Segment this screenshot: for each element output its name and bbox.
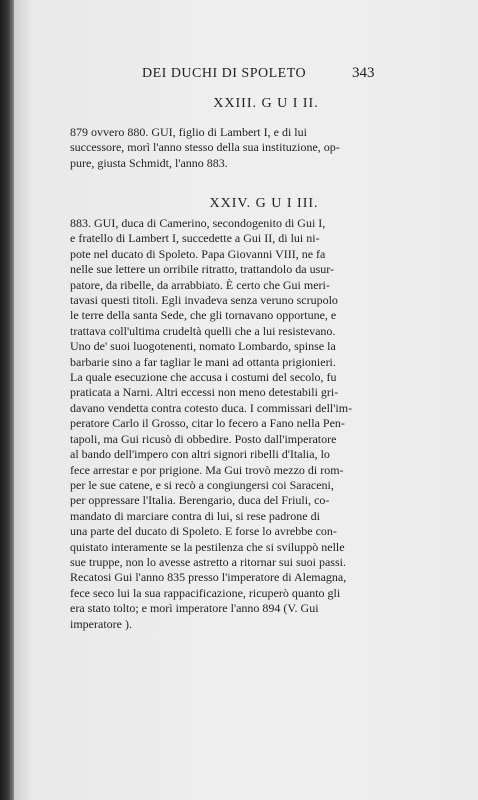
text-line: peratore Carlo il Grosso, citar lo fecero a Fano nella Pen-	[70, 416, 345, 431]
text-line: e fratello di Lambert I, succedette a Gui II, di lui ni-	[70, 231, 320, 246]
text-line: le terre della santa Sede, che gli tornavano opportune, e	[70, 308, 337, 323]
text-line: 879 ovvero 880. GUI, figlio di Lambert I, e di lui	[70, 125, 307, 139]
text-line: fece seco lui la sua rappacificazione, ricuperò quanto gli	[70, 585, 341, 600]
book-gutter-shadow	[0, 0, 14, 800]
text-line: era stato tolto; e morì imperatore l'anno 894 (V. Gui	[70, 601, 319, 616]
text-line: successore, morì l'anno stesso della sua instituzione, op-	[70, 140, 340, 155]
text-line: pure, giusta Schmidt, l'anno 883.	[70, 155, 228, 170]
text-line: per le sue catene, e si recò a congiungersi coi Saraceni,	[70, 477, 334, 492]
text-line: trattava coll'ultima crudeltà quelli che a lui resistevano.	[70, 323, 336, 338]
text-line: fece arrestar e por prigione. Ma Gui trovò mezzo di rom-	[70, 462, 344, 477]
text-line: davano vendetta contra cotesto duca. I commissari dell'im-	[70, 400, 353, 415]
section-heading-xxiv: XXIV. G U I III.	[209, 196, 319, 211]
text-line: mandato di marciare contra di lui, si rese padrone di	[70, 508, 320, 523]
text-line: una parte del ducato di Spoleto. E forse lo avrebbe con-	[70, 524, 337, 539]
text-line: nelle sue lettere un orribile ritratto, trattandolo da usur-	[70, 262, 334, 277]
text-line: patore, da ribelle, da arrabbiato. È certo che Gui meri-	[70, 277, 330, 292]
text-line: per oppressare l'Italia. Berengario, duca del Friuli, co-	[70, 493, 330, 508]
text-line: imperatore ).	[70, 616, 132, 631]
running-title: DEI DUCHI DI SPOLETO	[142, 66, 307, 81]
page-number: 343	[352, 65, 375, 81]
text-line: 883. GUI, duca di Camerino, secondogenito di Gui I,	[70, 216, 326, 230]
text-line: quistato interamente se la pestilenza che si sviluppò nelle	[70, 539, 345, 554]
paragraph-gui-iii	[70, 216, 410, 632]
text-line: pote nel ducato di Spoleto. Papa Giovanni VIII, ne fa	[70, 246, 326, 261]
text-line: barbarie sino a far tagliar le mani ad ottanta prigionieri.	[70, 354, 336, 369]
paragraph-gui-ii	[70, 125, 410, 171]
text-line: tavasi questi titoli. Egli invadeva senza veruno scrupolo	[70, 293, 338, 308]
text-line: Recatosi Gui l'anno 835 presso l'imperatore di Alemagna,	[70, 570, 347, 585]
section-heading-xxiii: XXIII. G U I II.	[213, 96, 319, 111]
text-line: al bando dell'impero con altri signori ribelli d'Italia, lo	[70, 447, 330, 462]
text-line: praticata a Narni. Altri eccessi non meno detestabili gri-	[70, 385, 339, 400]
text-line: tapoli, ma Gui ricusò di obbedire. Posto dall'imperatore	[70, 431, 337, 446]
text-line: Uno de' suoi luogotenenti, nomato Lombardo, spinse la	[70, 339, 336, 354]
text-line: La quale esecuzione che accusa i costumi del secolo, fu	[70, 370, 337, 385]
book-page	[14, 0, 478, 800]
page-header	[14, 66, 478, 86]
text-line: sue truppe, non lo avesse astretto a ritornar sui suoi passi.	[70, 554, 346, 569]
